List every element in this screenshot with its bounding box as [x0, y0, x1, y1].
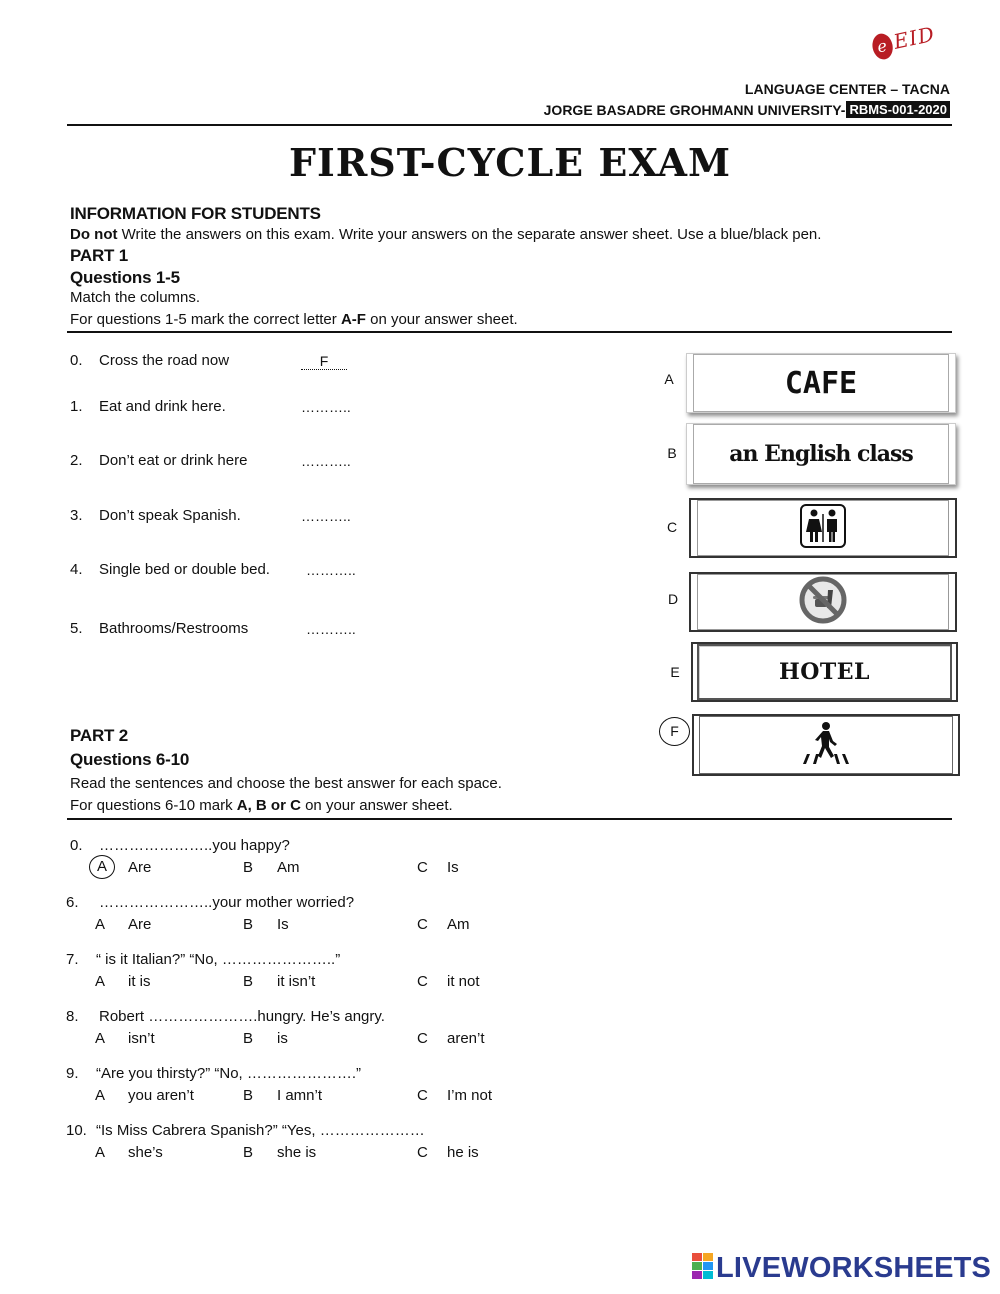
part1-heading: PART 1 [70, 246, 128, 265]
liveworksheets-logo[interactable] [692, 1252, 991, 1285]
q0-letter-c: C [417, 859, 428, 876]
q8-option-b[interactable]: is [277, 1030, 288, 1047]
instr-text: For questions 6-10 mark [70, 797, 237, 814]
info-heading: INFORMATION FOR STUDENTS [70, 204, 321, 223]
q8-option-a[interactable]: isn’t [128, 1030, 155, 1047]
item-text: Don’t eat or drink here [99, 452, 248, 469]
part1-subheading: Questions 1-5 [70, 268, 180, 287]
sign-english-class [686, 423, 956, 485]
question-text: …………………..you happy? [99, 837, 290, 854]
sign-letter-f-circled: F [659, 717, 690, 746]
instr-bold: A-F [340, 311, 366, 328]
q9-option-a[interactable]: you aren’t [128, 1087, 194, 1104]
q9-letter-a: A [95, 1087, 106, 1104]
info-body: Write the answers on this exam. Write your answers on the separate answer sheet. Use a blue/black pen. [117, 226, 822, 243]
question-10 [66, 1122, 425, 1139]
q10-option-c[interactable]: he is [447, 1144, 479, 1161]
item-number: 4. [70, 561, 83, 578]
q8-letter-c: C [417, 1030, 428, 1047]
q7-option-b[interactable]: it isn’t [277, 973, 316, 990]
item-text: Single bed or double bed. [99, 561, 270, 578]
part2-rule [67, 818, 952, 820]
item-number: 2. [70, 452, 83, 469]
part1-instruction-2 [70, 311, 518, 328]
match-blank-4[interactable]: ……….. [306, 562, 356, 578]
q6-option-a[interactable]: Are [128, 916, 152, 933]
question-number: 6. [66, 894, 79, 911]
item-number: 1. [70, 398, 83, 415]
sign-text: CAFE [784, 365, 858, 401]
question-text: …………………..your mother worried? [99, 894, 355, 911]
liveworksheets-icon [692, 1253, 714, 1284]
match-item-2 [70, 452, 247, 469]
sign-hotel [691, 642, 958, 702]
sign-cafe [686, 353, 956, 413]
page-title: FIRST-CYCLE EXAM [288, 140, 732, 185]
restroom-icon [800, 504, 846, 553]
question-number: 10. [66, 1122, 87, 1139]
q10-letter-c: C [417, 1144, 428, 1161]
sign-no-food [689, 572, 957, 632]
q0-option-a[interactable]: Are [128, 859, 152, 876]
question-text: “ is it Italian?” “No, …………………..” [96, 951, 341, 968]
q8-letter-a: A [95, 1030, 106, 1047]
header-line-1: LANGUAGE CENTER – TACNA [744, 81, 950, 97]
q9-option-b[interactable]: I amn’t [277, 1087, 323, 1104]
q6-letter-a: A [95, 916, 106, 933]
item-text: Eat and drink here. [99, 398, 226, 415]
item-text: Cross the road now [99, 352, 230, 369]
sign-crosswalk [692, 714, 960, 776]
header-rule [67, 124, 952, 126]
sign-letter-d: D [667, 591, 679, 607]
info-text [70, 226, 821, 243]
sign-letter-b: B [667, 445, 677, 461]
q7-option-c[interactable]: it not [447, 973, 480, 990]
match-blank-5[interactable]: ……….. [306, 621, 356, 637]
q10-letter-b: B [243, 1144, 254, 1161]
part2-heading: PART 2 [70, 726, 128, 745]
match-item-3 [70, 507, 241, 524]
question-number: 8. [66, 1008, 79, 1025]
q0-option-a-selected [89, 855, 115, 879]
header-line-2 [544, 101, 950, 118]
match-blank-3[interactable]: ……….. [301, 508, 351, 524]
question-text: “Are you thirsty?” “No, ………………….” [96, 1065, 362, 1082]
q7-letter-a: A [95, 973, 106, 990]
part2-instruction-1: Read the sentences and choose the best answer for each space. [70, 775, 502, 792]
q8-option-c[interactable]: aren’t [447, 1030, 485, 1047]
q7-letter-c: C [417, 973, 428, 990]
part2-subheading: Questions 6-10 [70, 750, 190, 769]
instr-bold: A, B or C [236, 797, 301, 814]
liveworksheets-brand: LIVEWORKSHEETS [716, 1252, 992, 1284]
match-item-0 [70, 352, 229, 369]
question-0 [70, 837, 290, 854]
crosswalk-icon [799, 720, 853, 771]
question-number: 7. [66, 951, 79, 968]
part2-instruction-2 [70, 797, 453, 814]
question-8 [66, 1008, 385, 1025]
item-number: 3. [70, 507, 83, 524]
q9-option-c[interactable]: I’m not [447, 1087, 493, 1104]
q9-letter-c: C [417, 1087, 428, 1104]
question-number: 0. [70, 837, 83, 854]
q6-letter-c: C [417, 916, 428, 933]
logo-badge: e [870, 32, 895, 62]
instr-text: For questions 1-5 mark the correct letter [70, 311, 341, 328]
logo-text: EID [891, 21, 938, 54]
q0-option-c[interactable]: Is [447, 859, 459, 876]
item-text: Don’t speak Spanish. [99, 507, 241, 524]
question-9 [66, 1065, 361, 1082]
question-text: “Is Miss Cabrera Spanish?” “Yes, ………………… [96, 1122, 425, 1139]
part1-rule [67, 331, 952, 333]
q7-option-a[interactable]: it is [128, 973, 151, 990]
match-blank-1[interactable]: ……….. [301, 399, 351, 415]
eid-logo [870, 22, 938, 62]
sign-letter-e: E [670, 664, 680, 680]
instr-text: on your answer sheet. [365, 311, 518, 328]
q8-letter-b: B [243, 1030, 254, 1047]
document-code: RBMS-001-2020 [846, 101, 950, 118]
part1-instruction-1: Match the columns. [70, 289, 201, 306]
q0-option-b[interactable]: Am [277, 859, 300, 876]
q9-letter-b: B [243, 1087, 254, 1104]
item-number: 0. [70, 352, 83, 369]
info-do-not: Do not [70, 226, 118, 243]
sign-text: HOTEL [778, 659, 871, 685]
q6-letter-b: B [243, 916, 254, 933]
q0-letter-b: B [243, 859, 254, 876]
match-item-4 [70, 561, 270, 578]
sign-restroom [689, 498, 957, 558]
item-number: 5. [70, 620, 83, 637]
q6-option-b[interactable]: Is [277, 916, 289, 933]
q10-option-b[interactable]: she is [277, 1144, 317, 1161]
match-item-5 [70, 620, 248, 637]
match-blank-2[interactable]: ……….. [301, 453, 351, 469]
circled-letter: A [89, 855, 115, 879]
match-answer-0: F [301, 353, 347, 370]
sign-letter-a: A [664, 371, 674, 387]
question-7 [66, 951, 340, 968]
q7-letter-b: B [243, 973, 254, 990]
sign-text: an English class [729, 441, 913, 467]
q10-letter-a: A [95, 1144, 106, 1161]
instr-text: on your answer sheet. [300, 797, 453, 814]
sign-letter-c: C [666, 519, 678, 535]
q10-option-a[interactable]: she’s [128, 1144, 163, 1161]
question-6 [66, 894, 354, 911]
university-name: JORGE BASADRE GROHMANN UNIVERSITY- [543, 101, 846, 118]
q6-option-c[interactable]: Am [447, 916, 470, 933]
item-text: Bathrooms/Restrooms [99, 620, 249, 637]
match-item-1 [70, 398, 226, 415]
question-number: 9. [66, 1065, 79, 1082]
no-food-icon [797, 576, 849, 629]
question-text: Robert ………………….hungry. He’s angry. [99, 1008, 385, 1025]
